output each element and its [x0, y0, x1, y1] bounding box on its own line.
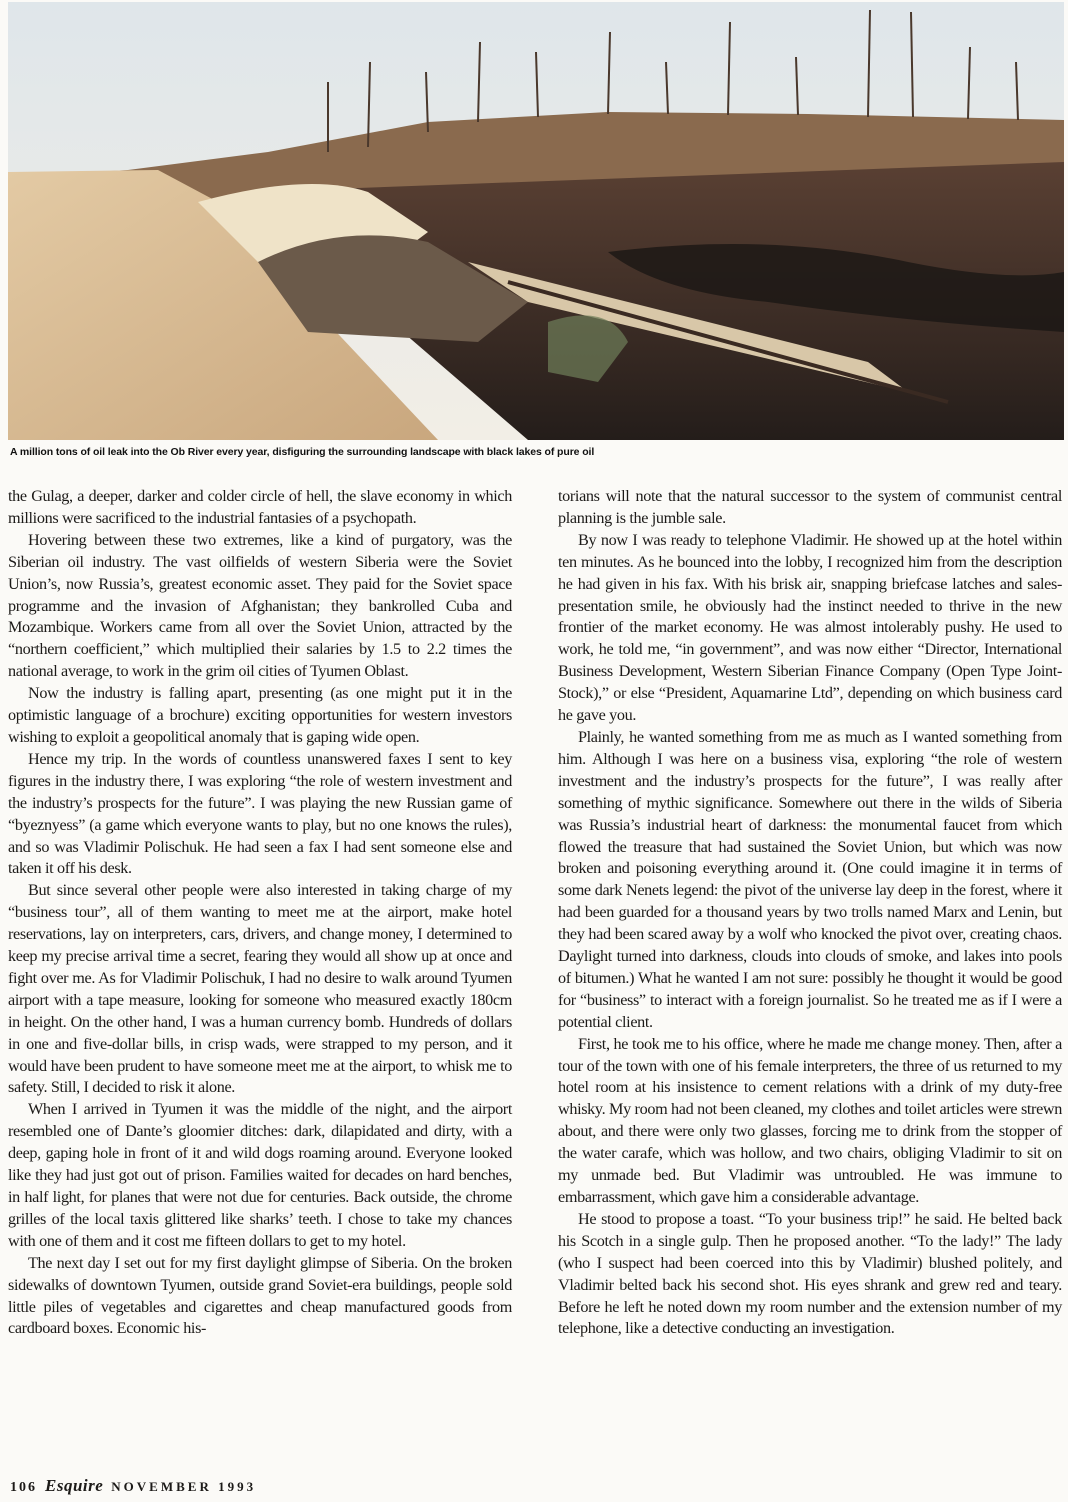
page-footer — [10, 1476, 256, 1498]
landscape-photo — [8, 2, 1064, 440]
paragraph: Now the industry is falling apart, presenting (as one might put it in the optimistic language of a brochure) exciting opportunities for western investors wishing to exploit a geopolitical anomaly that is gaping wide open. — [8, 684, 512, 746]
paragraph: But since several other people were also interested in taking charge of my “business tour”, all of them wanting to meet me at the airport, make hotel reservations, lay on interpreters, cars, drivers, and change money, I determined to keep my precise arrival time a secret, fearing they would all show up at once and fight over me. As for Vladimir Polischuk, I had no desire to walk around Tyumen airport with a tape measure, looking for someone who measured exactly 180cm in height. On the other hand, I was a human currency bomb. Hundreds of dollars in one and five-dollar bills, in crisp wads, were strapped to my person, and it would have been prudent to have someone meet me at the airport, to whisk me to safety. Still, I decided to risk it alone. — [8, 881, 512, 1097]
oil-landscape-image — [8, 2, 1064, 440]
paragraph: First, he took me to his office, where he made me change money. Then, after a tour of the town with one of his female interpreters, the three of us returned to my hotel room at his insistence to cement relations with a drink of my duty-free whisky. My room had not been cleaned, my clothes and toilet articles were strewn about, and there were only two glasses, forcing me to drink from the stopper of the water carafe, which was hollow, and two chairs, obliging Vladimir to sit on my unmade bed. But Vladimir was untroubled. He was immune to embarrassment, which gave him a considerable advantage. — [558, 1034, 1062, 1206]
page-number: 106 — [10, 1480, 37, 1495]
paragraph: torians will note that the natural successor to the system of communist central planning is the jumble sale. — [558, 487, 1062, 527]
paragraph: Hence my trip. In the words of countless unanswered faxes I sent to key figures in the industry there, I was exploring “the role of western investment and the industry’s prospects for the future”. I was playing the new Russian game of “byeznyess” (a game which everyone wants to play, but no one knows the rules), and so was Vladimir Polischuk. He had seen a fax I had sent someone else and taken it off his desk. — [8, 749, 512, 878]
paragraph: When I arrived in Tyumen it was the middle of the night, and the airport resembled one of Dante’s gloomier ditches: dark, dilapidated and dirty, with a deep, gaping hole in front of it and wild dogs roaming around. Everyone looked like they had just got out of prison. Families waited for decades on hard benches, in half light, for planes that were not due for centuries. Back outside, the chrome grilles of the local taxis glittered like sharks’ teeth. I chose to take my chances with one of them and it cost me fifteen dollars to get to my hotel. — [8, 1100, 512, 1250]
paragraph: He stood to propose a toast. “To your business trip!” he said. He belted back his Scotch in a single gulp. Then he proposed another. “To the lady!” The lady (who I suspect had been coerced into this by Vladimir) blushed politely, and Vladimir belted back his second shot. His eyes shrank and grew red and teary. Before he left he noted down my room number and the extension number of my telephone, like a detective conducting an investigation. — [558, 1209, 1062, 1338]
photo-caption: A million tons of oil leak into the Ob River every year, disfiguring the surrounding landscape with black lakes of pure oil — [10, 446, 595, 458]
paragraph: Hovering between these two extremes, like a kind of purgatory, was the Siberian oil industry. The vast oilfields of western Siberia were the Soviet Union’s, now Russia’s, greatest economic asset. They paid for the Soviet space programme and the invasion of Afghanistan; they bankrolled Cuba and Mozambique. Workers came from all over the Soviet Union, attracted by the “northern coefficient,” which multiplied their salaries by 1.5 to 2.2 times the national average, to work in the grim oil cities of Tyumen Oblast. — [8, 530, 512, 681]
paragraph: The next day I set out for my first daylight glimpse of Siberia. On the broken sidewalks of downtown Tyumen, outside grand Soviet-era buildings, people sold little piles of vegetables and cigarettes and cheap manufactured goods from cardboard boxes. Economic his- — [8, 1253, 512, 1338]
issue-date: NOVEMBER 1993 — [111, 1479, 257, 1494]
paragraph: Plainly, he wanted something from me as much as I wanted something from him. Although I was here on a business visa, exploring “the role of western investment and the industry’s prospects for the future”, I was really after something of mythic significance. Somewhere out there in the wilds of Siberia was Russia’s industrial heart of darkness: the monumental faucet from which flowed the treasure that had sustained the Soviet Union, but which was now broken and poisoning everything around it. (One could imagine it in terms of some dark Nenets legend: the pivot of the universe lay deep in the forest, where it had been guarded for a thousand years by two trolls named Marx and Lenin, but they had been scared away by a wolf who knocked the pivot over, creating chaos. Daylight turned into darkness, clouds into clouds of smoke, and lakes into pools of bitumen.) What he wanted I am not sure: possibly he thought it would be good for “business” to interact with a foreign journalist. So he treated me as if I were a potential client. — [558, 727, 1062, 1031]
paragraph: By now I was ready to telephone Vladimir. He showed up at the hotel within ten minutes. As he bounced into the lobby, I recognized him from the description he had given in his fax. With his brisk air, snapping briefcase latches and sales-presentation smile, he obviously had the instinct needed to thrive in the new frontier of the market economy. He was almost intolerably pushy. He used to work, he told me, “in government”, and was now either “Director, International Business Development, Western Siberian Finance Company (Open Type Joint-Stock),” or else “President, Aquamarine Ltd”, depending on which business card he gave you. — [558, 530, 1062, 725]
article-right-column — [558, 486, 1062, 1340]
article-left-column — [8, 486, 512, 1340]
paragraph: the Gulag, a deeper, darker and colder circle of hell, the slave economy in which millions were sacrificed to the industrial fantasies of a psychopath. — [8, 487, 512, 527]
magazine-name: Esquire — [45, 1476, 104, 1495]
